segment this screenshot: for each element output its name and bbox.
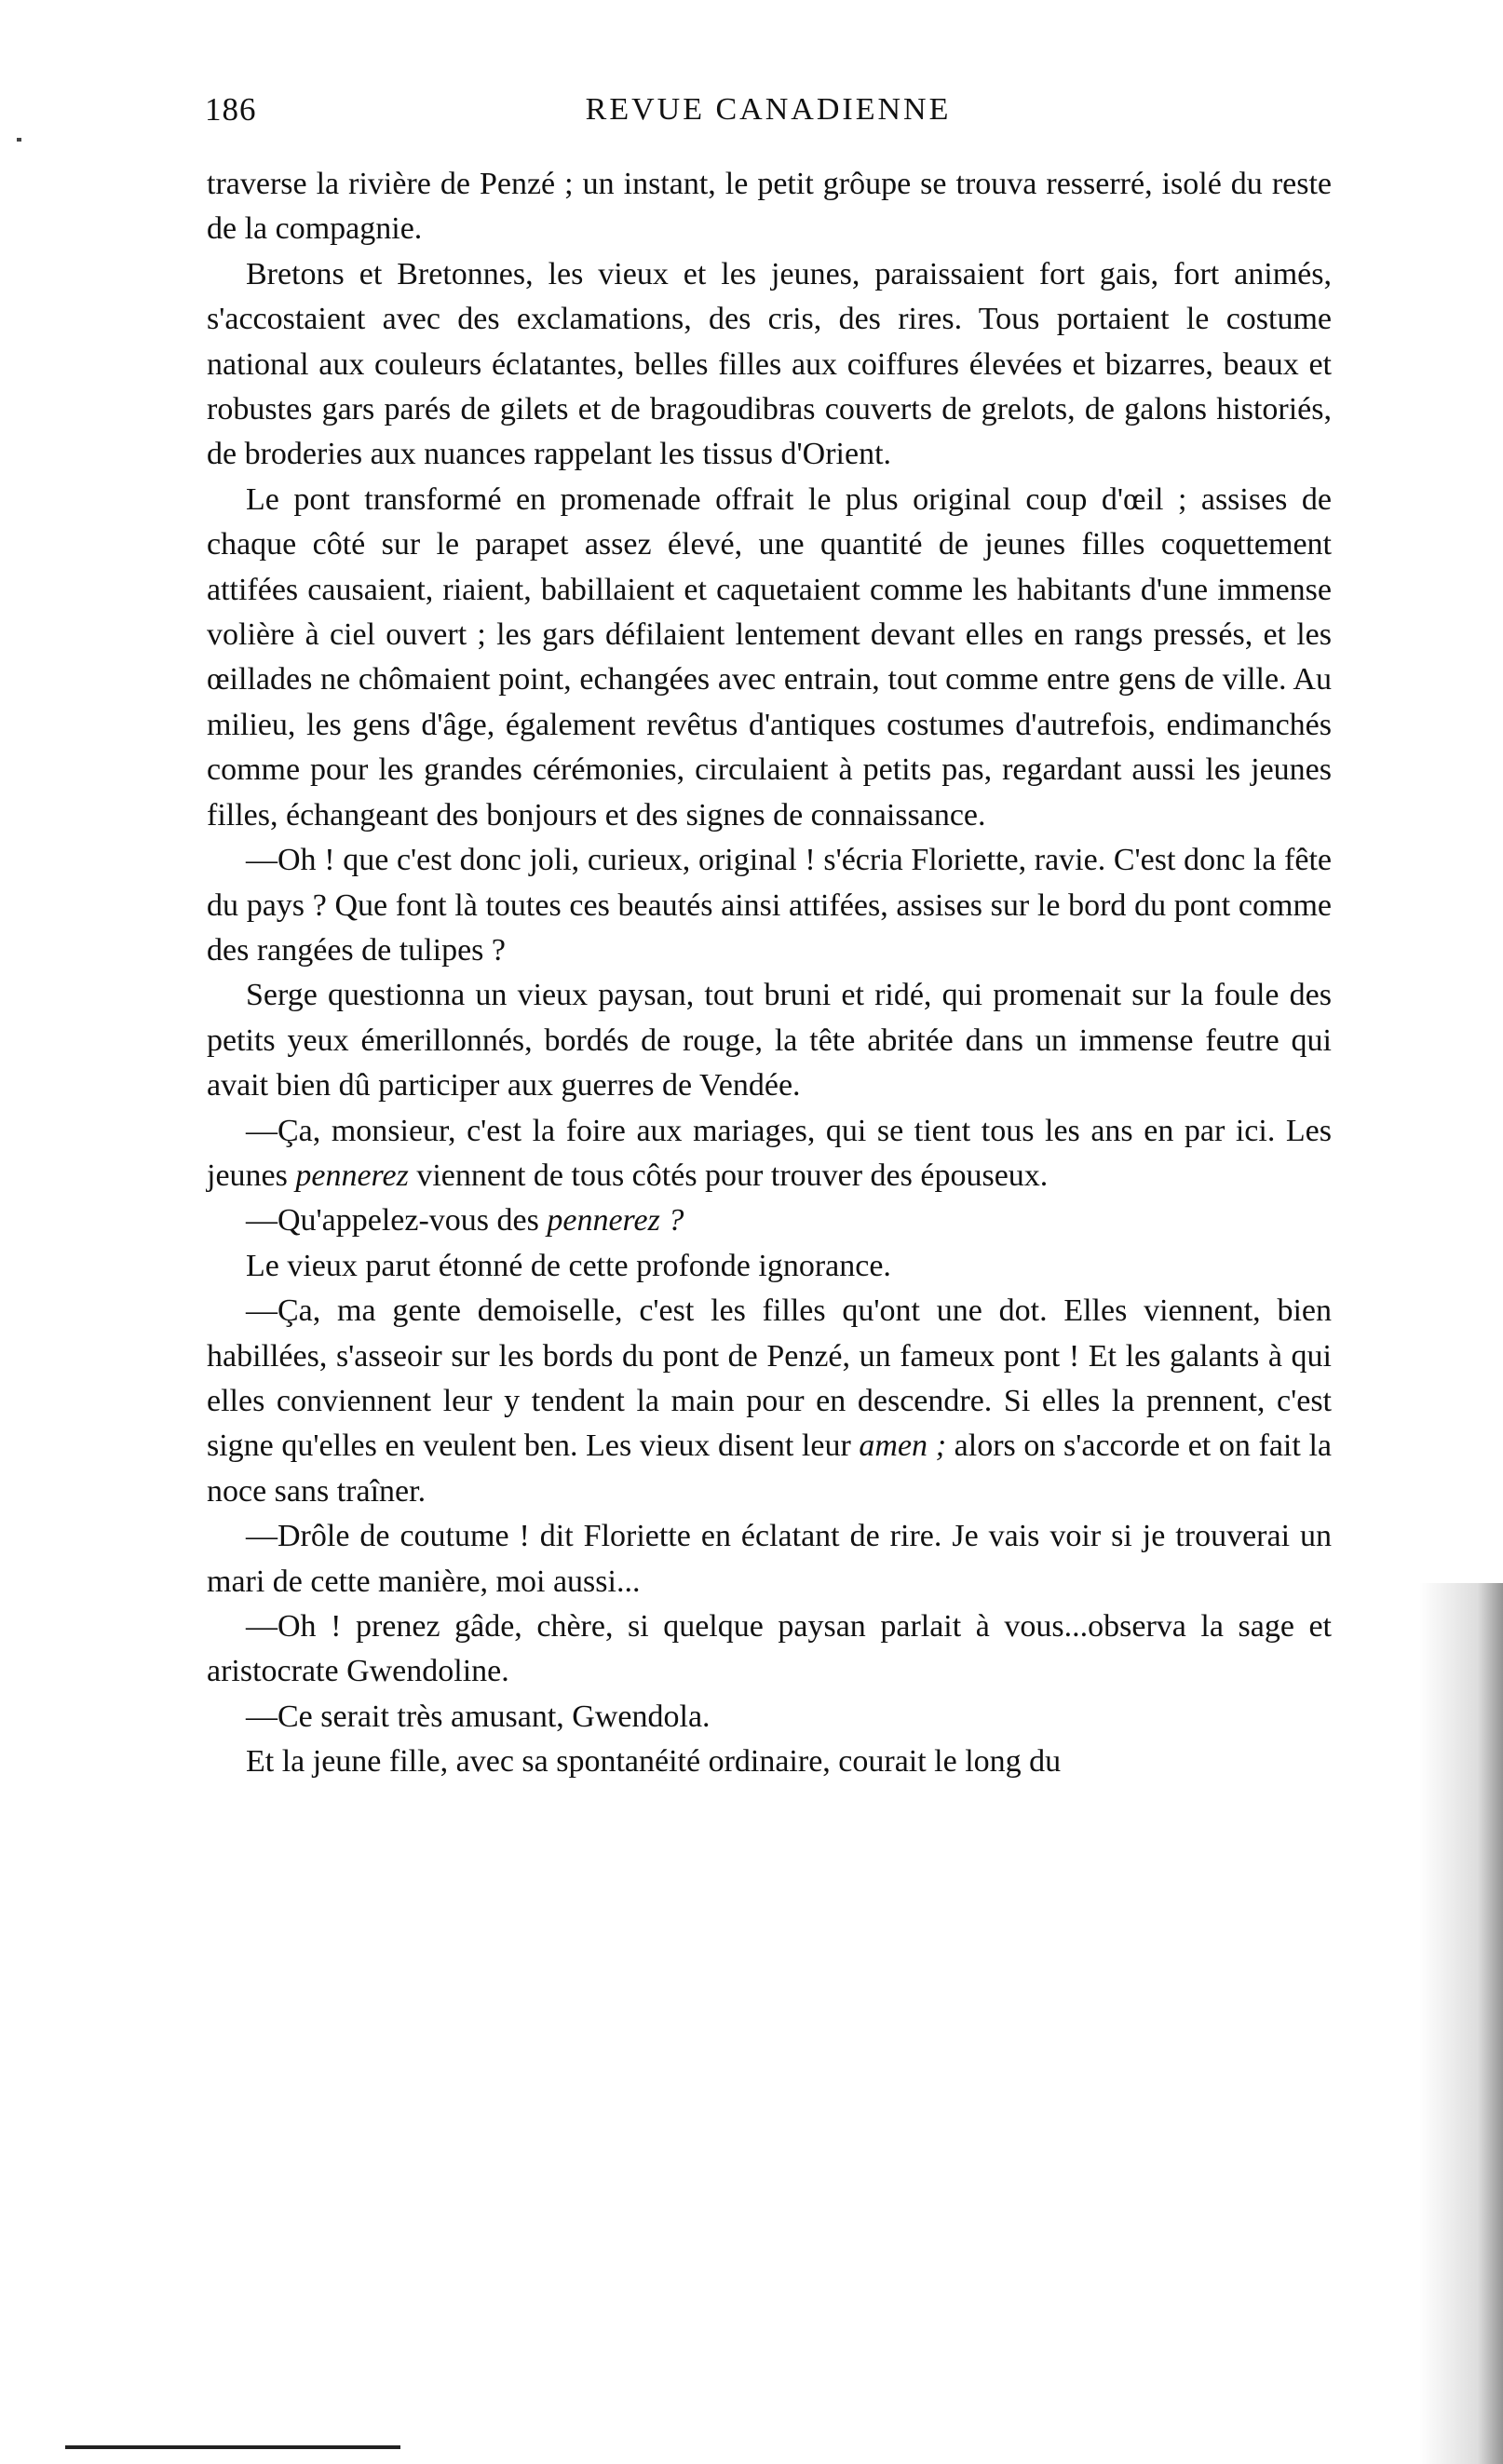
- paragraph-12: —Ce serait très amusant, Gwendola.: [246, 1699, 711, 1734]
- paragraph-6-text-a: —Ça, monsieur, c'est la foire aux mariages, qui se tient tous les ans en par ici. Les jeunes: [207, 1113, 1332, 1193]
- paragraph-4-floriette-exclaims: —Oh ! que c'est donc joli, curieux, original ! s'écria Floriette, ravie. C'est donc la fête du pays ? Que font là toutes ces beautés ainsi attifées, assises sur le bord du pont comme des rangées de tulipes ?: [207, 843, 1332, 968]
- paragraph-6-foire-aux-mariages: [207, 1109, 1332, 1199]
- paragraph-11: —Oh ! prenez gâde, chère, si quelque paysan parlait à vous...observa la sage et aristocrate Gwendoline.: [207, 1609, 1332, 1689]
- paragraph-3: Le pont transformé en promenade offrait le plus original coup d'œil ; assises de chaque côté sur le parapet assez élevé, une quantité de jeunes filles coquettement attifées causaient, riaient, babillaient et caquetaient comme les habitants d'une immense volière à ciel ouvert ; les gars défilaient lentement devant elles en rangs pressés, et les œillades ne chômaient point, echangées avec entrain, tout comme entre gens de ville. Au milieu, les gens d'âge, également revêtus d'antiques costumes d'autrefois, endimanchés comme pour les grandes cérémonies, circulaient à petits pas, regardant aussi les jeunes filles, échangeant des bonjours et des signes de connaissance.: [207, 481, 1332, 833]
- page-header: [205, 91, 1332, 136]
- page-edge-shadow: [1419, 1583, 1503, 2464]
- paragraph-7-text-a: —Qu'appelez-vous des: [246, 1203, 548, 1239]
- body-text: [207, 162, 1332, 1785]
- paragraph-1: traverse la rivière de Penzé ; un instant, le petit grôupe se trouva resserré, isolé du reste de la compagnie.: [207, 167, 1332, 247]
- paragraph-7-italic: pennerez ?: [547, 1203, 684, 1239]
- margin-speck: [17, 138, 21, 142]
- paragraph-8: Le vieux parut étonné de cette profonde ignorance.: [246, 1248, 891, 1283]
- paragraph-7-question: [207, 1198, 1332, 1243]
- paragraph-10: —Drôle de coutume ! dit Floriette en éclatant de rire. Je vais voir si je trouverai un mari de cette manière, moi aussi...: [207, 1519, 1332, 1599]
- bottom-rule: [65, 2445, 400, 2449]
- paragraph-9-text-b: alors on s'accorde et on fait la noce sans traîner.: [207, 1428, 1332, 1509]
- paragraph-5-serge-questions: Serge questionna un vieux paysan, tout bruni et ridé, qui promenait sur la foule des petits yeux émerillonnés, bordés de rouge, la tête abritée dans un immense feutre qui avait bien dû participer aux guerres de Vendée.: [207, 978, 1332, 1103]
- paragraph-13: Et la jeune fille, avec sa spontanéité ordinaire, courait le long du: [246, 1744, 1062, 1780]
- paragraph-9-italic: amen ;: [859, 1428, 947, 1464]
- paragraph-2: Bretons et Bretonnes, les vieux et les jeunes, paraissaient fort gais, fort animés, s'accostaient avec des exclamations, des cris, des rires. Tous portaient le costume national aux couleurs éclatantes, belles filles aux coiffures élevées et bizarres, beaux et robustes gars parés de gilets et de bragoudibras couverts de grelots, de galons historiés, de broderies aux nuances rappelant les tissus d'Orient.: [207, 256, 1332, 472]
- paragraph-6-text-b: viennent de tous côtés pour trouver des épouseux.: [408, 1158, 1049, 1193]
- paragraph-9-text-a: —Ça, ma gente demoiselle, c'est les filles qu'ont une dot. Elles viennent, bien habillées, s'asseoir sur les bords du pont de Penzé, un fameux pont ! Et les galants à qui elles conviennent leur y tendent la main pour en descendre. Si elles la prennent, c'est signe qu'elles en veulent ben. Les vieux disent leur: [207, 1293, 1332, 1464]
- running-title: REVUE CANADIENNE: [585, 92, 952, 127]
- page-number: 186: [205, 91, 257, 128]
- paragraph-6-italic: pennerez: [295, 1158, 409, 1193]
- paragraph-9-dot-explanation: [207, 1289, 1332, 1514]
